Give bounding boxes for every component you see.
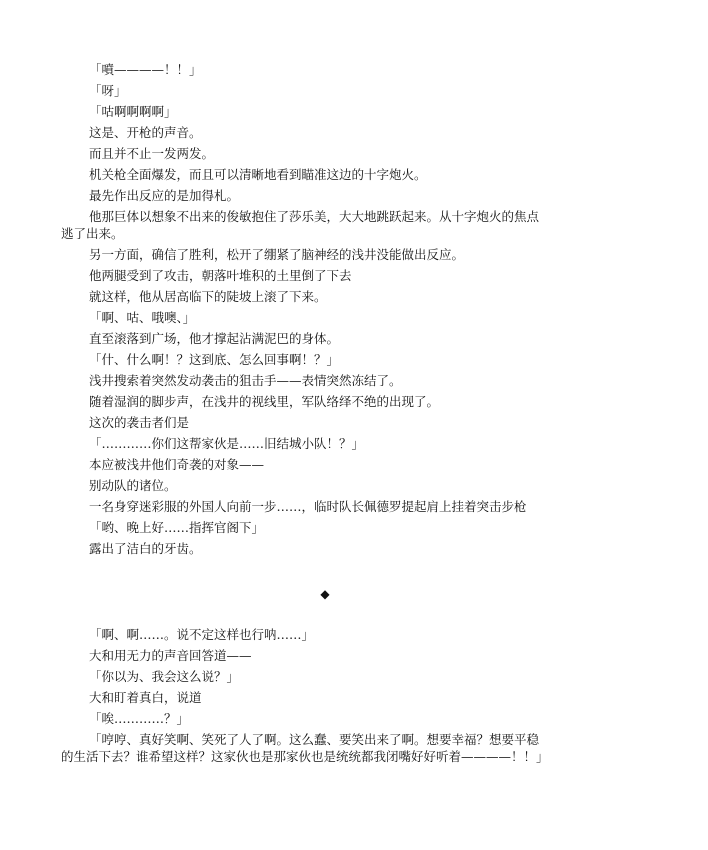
paragraph: 他那巨体以想象不出来的俊敏抱住了莎乐美，大大地跳跃起来。从十字炮火的焦点逃了出来。 <box>61 209 540 241</box>
paragraph: 「哼哼、真好笑啊、笑死了人了啊。这么蠢、要笑出来了啊。想要幸福？想要平稳的生活下去？谁希望这样？这家伙也是那家伙也是统统都我闭嘴好好听着————！！」 <box>61 732 549 764</box>
paragraph: 「哟、晚上好……指挥官阁下」 <box>89 520 265 535</box>
paragraph: 「什、什么啊！？这到底、怎么回事啊！？」 <box>89 352 340 367</box>
paragraph: 就这样，他从居高临下的陡坡上滚了下来。 <box>89 289 327 304</box>
paragraph: 别动队的诸位。 <box>89 478 177 493</box>
paragraph: 他两腿受到了攻击，朝落叶堆积的土里倒了下去 <box>89 268 352 283</box>
paragraph: 而且并不止一发两发。 <box>89 146 215 161</box>
paragraph: 这次的袭击者们是 <box>89 415 190 430</box>
paragraph: 这是、开枪的声音。 <box>89 125 202 140</box>
paragraph: 直至滚落到广场，他才撑起沾满泥巴的身体。 <box>89 331 340 346</box>
paragraph: 露出了洁白的牙齿。 <box>89 541 202 556</box>
paragraph: 「你以为、我会这么说？」 <box>89 669 240 684</box>
paragraph: 最先作出反应的是加得札。 <box>89 188 240 203</box>
paragraph: 「唉…………？」 <box>89 711 190 726</box>
paragraph: 机关枪全面爆发，而且可以清晰地看到瞄准这边的十字炮火。 <box>89 167 427 182</box>
paragraph: 「咕啊啊啊啊」 <box>89 104 177 119</box>
paragraph: 「呀」 <box>89 83 127 98</box>
section-separator-diamond-icon: ◆ <box>320 587 330 601</box>
paragraph: 「啊、咕、哦噢、」 <box>89 310 196 325</box>
paragraph: 浅井搜索着突然发动袭击的狙击手——表情突然冻结了。 <box>89 373 402 388</box>
paragraph: 「…………你们这帮家伙是……旧结城小队！？」 <box>89 436 365 451</box>
paragraph: 「啊、啊……。说不定这样也行呐……」 <box>89 627 315 642</box>
paragraph: 大和盯着真白，说道 <box>89 690 202 705</box>
paragraph: 大和用无力的声音回答道—— <box>89 648 252 663</box>
paragraph: 本应被浅井他们奇袭的对象—— <box>89 457 265 472</box>
paragraph: 一名身穿迷彩服的外国人向前一步……，临时队长佩德罗提起肩上挂着突击步枪 <box>89 499 527 514</box>
paragraph: 另一方面，确信了胜利，松开了绷紧了脑神经的浅井没能做出反应。 <box>89 247 465 262</box>
paragraph: 随着湿润的脚步声，在浅井的视线里，军队络绎不绝的出现了。 <box>89 394 440 409</box>
paragraph: 「噴————！！」 <box>89 62 202 77</box>
